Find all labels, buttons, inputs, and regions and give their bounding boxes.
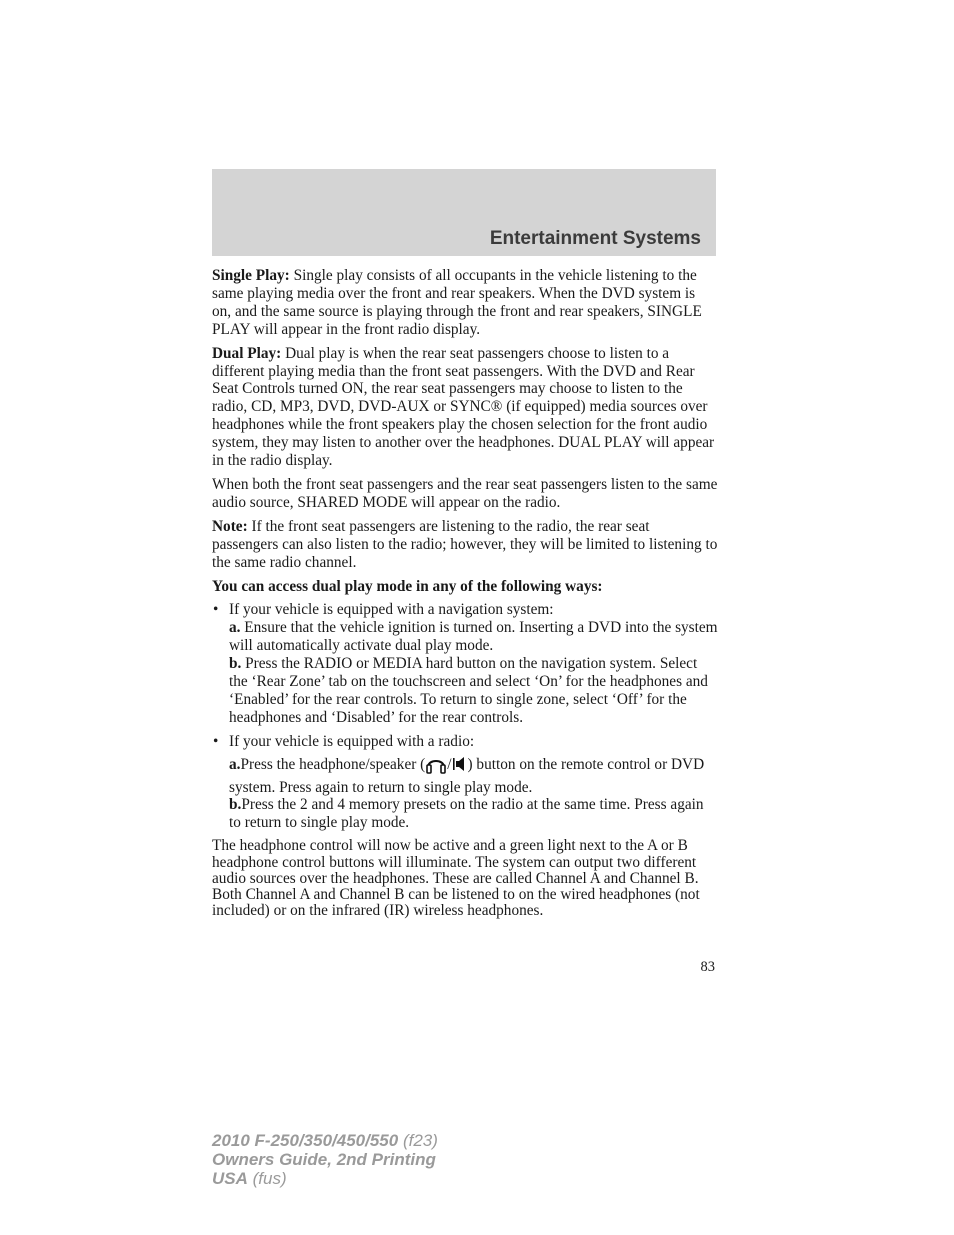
note-label: Note: [212,517,248,535]
page-number: 83 [700,959,715,975]
list-item-navigation [212,601,718,726]
footer-line-2: Owners Guide, 2nd Printing [212,1150,436,1169]
nav-step-b-label: b. [229,655,242,673]
note-text: If the front seat passengers are listening to the radio, the rear seat passengers can also listen to the radio; however, they will be limited to listening to the same radio channel. [212,517,718,571]
radio-intro: If your vehicle is equipped with a radio: [229,732,475,750]
headphone-paragraph: The headphone control will now be active and a green light next to the A or B headphone control buttons will illuminate. The system can output two different audio sources over the headphones. These are called Channel A and Channel B. Both Channel A and Channel B can be listened to on the wired headphones (not included) or on the infrared (IR) wireless headphones. [212,837,700,920]
headphone-icon [425,754,447,779]
section-title: Entertainment Systems [489,228,701,249]
page-content [212,267,718,926]
dual-play-text: Dual play is when the rear seat passengers choose to listen to a different playing media than the front seat passengers. With the DVD and Rear Seat Controls turned ON, the rear seat passengers may choose to listen to the radio, CD, MP3, DVD, DVD-AUX or SYNC® (if equipped) media sources over headphones while the front speakers play the chosen selection for the front audio system, they may listen to another over the headphones. DUAL PLAY will appear in the radio display. [212,344,715,470]
bullet-dot: • [213,732,219,750]
nav-step-a [229,619,718,655]
access-heading-text: You can access dual play mode in any of the following ways: [212,577,603,595]
footer-line-3 [212,1169,438,1188]
footer-model: 2010 F-250/350/450/550 [212,1131,399,1150]
note-paragraph [212,518,718,572]
nav-step-b [229,655,718,727]
radio-step-a-text-before: Press the headphone/speaker ( [240,755,426,773]
single-play-text: Single play consists of all occupants in the vehicle listening to the same playing media over the front and rear speakers. When the DVD system is on, and the same source is playing through the front and rear speakers, SINGLE PLAY will appear in the front radio display. [212,267,702,338]
radio-step-a-label: a. [229,755,241,773]
footer [212,1131,438,1188]
nav-step-a-text: Ensure that the vehicle ignition is turned on. Inserting a DVD into the system will automatically activate dual play mode. [229,619,718,655]
dual-play-paragraph [212,345,718,470]
shared-mode-paragraph: When both the front seat passengers and the rear seat passengers listen to the same audio source, SHARED MODE will appear on the radio. [212,475,718,511]
single-play-label: Single Play: [212,267,290,284]
radio-step-b [229,796,718,832]
footer-line-1 [212,1131,438,1150]
radio-step-a-text-after: ) button on the remote control or DVD system. Press again to return to single play mode. [229,755,705,796]
nav-step-a-label: a. [229,619,241,637]
radio-step-b-text: Press the 2 and 4 memory presets on the radio at the same time. Press again to return to single play mode. [229,796,704,832]
footer-region: USA [212,1169,248,1188]
list-item-radio [212,733,718,833]
nav-intro: If your vehicle is equipped with a navigation system: [229,601,554,619]
dual-play-label: Dual Play: [212,344,282,362]
footer-model-code: (f23) [398,1131,438,1150]
section-header [212,169,716,256]
bullet-dot: • [213,601,219,619]
radio-step-b-label: b. [229,796,242,814]
access-heading [212,578,718,596]
nav-step-b-text: Press the RADIO or MEDIA hard button on the navigation system. Select the ‘Rear Zone’ tab on the touchscreen and select ‘On’ for the headphones and ‘Enabled’ for the rear controls. To return to single zone, select ‘Off’ for the headphones and ‘Disabled’ for the rear controls. [229,655,708,726]
footer-region-code: (fus) [247,1169,287,1188]
single-play-paragraph [212,267,718,339]
radio-step-a [229,754,718,797]
icon-separator: / [447,755,452,773]
speaker-icon [452,754,468,779]
